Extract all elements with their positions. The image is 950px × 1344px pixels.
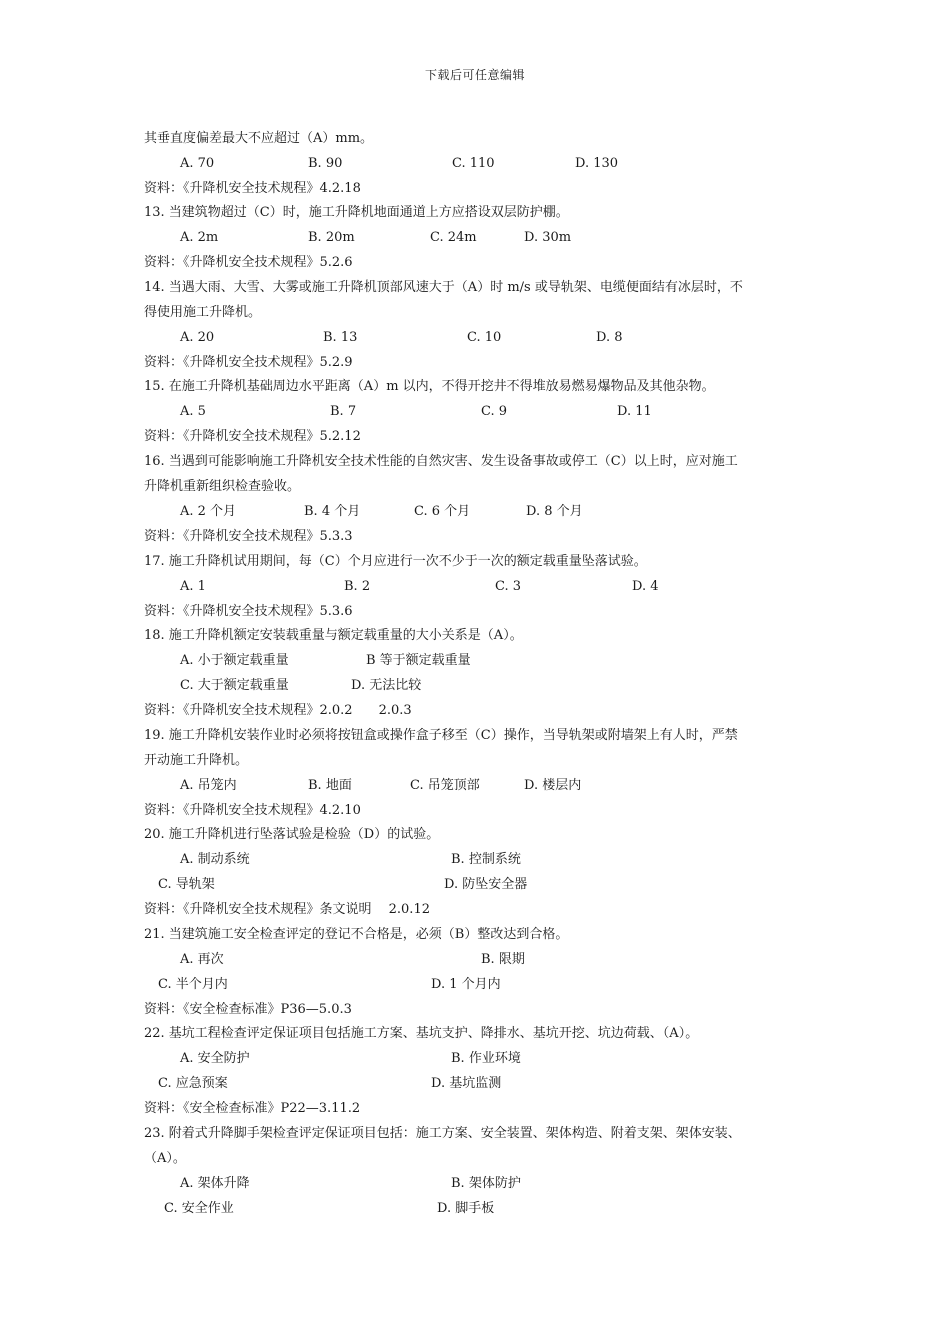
reference-line-content: 资料：《升降机安全技术规程》5.3.3 [144, 529, 353, 544]
answer-option: C. 3 [495, 579, 522, 594]
answer-option: D. 防坠安全器 [444, 877, 528, 892]
answer-option: A. 70 [180, 156, 215, 171]
answer-option: B. 地面 [308, 778, 352, 793]
answer-option: C. 安全作业 [164, 1201, 234, 1216]
answer-option: A. 2m [180, 230, 219, 245]
question-text-content: 14. 当遇大雨、大雪、大雾或施工升降机顶部风速大于（A）时 m/s 或导轨架、电缆便面结有冰层时，不 [144, 280, 743, 295]
reference-line-content: 资料：《升降机安全技术规程》5.2.12 [144, 429, 361, 444]
answer-option: B. 作业环境 [451, 1051, 521, 1066]
page-header: 下载后可任意编辑 [424, 68, 525, 82]
reference-line-content: 资料：《升降机安全技术规程》条文说明 2.0.12 [144, 902, 430, 917]
question-text-content: 13. 当建筑物超过（C）时，施工升降机地面通道上方应搭设双层防护棚。 [144, 205, 569, 220]
answer-option: A. 5 [180, 404, 206, 419]
answer-option: A. 吊笼内 [180, 778, 237, 793]
answer-option: B. 4 个月 [304, 504, 361, 519]
answer-option: C. 9 [481, 404, 508, 419]
answer-option: C. 半个月内 [158, 977, 228, 992]
answer-option: A. 20 [180, 330, 215, 345]
answer-option: C. 应急预案 [158, 1076, 228, 1091]
reference-line-content: 资料：《升降机安全技术规程》4.2.10 [144, 803, 361, 818]
answer-option: D. 脚手板 [437, 1201, 495, 1216]
reference-line-content: 资料：《安全检查标准》P36—5.0.3 [144, 1002, 352, 1017]
answer-option: D. 30m [524, 230, 572, 245]
question-text-content: 得使用施工升降机。 [144, 305, 262, 320]
question-text-content: 20. 施工升降机进行坠落试验是检验（D）的试验。 [144, 827, 440, 842]
reference-line-content: 资料：《升降机安全技术规程》5.2.9 [144, 355, 353, 370]
answer-option: C. 导轨架 [158, 877, 215, 892]
reference-line-content: 资料：《安全检查标准》P22—3.11.2 [144, 1101, 361, 1116]
reference-line-content: 资料：《升降机安全技术规程》4.2.18 [144, 181, 361, 196]
answer-option: B. 架体防护 [451, 1176, 521, 1191]
answer-option: B. 13 [323, 330, 358, 345]
answer-option: C. 6 个月 [414, 504, 471, 519]
answer-option: D. 楼层内 [524, 778, 582, 793]
answer-option: D. 基坑监测 [431, 1076, 502, 1091]
reference-line-content: 资料：《升降机安全技术规程》5.2.6 [144, 255, 353, 270]
question-text-content: 18. 施工升降机额定安装载重量与额定载重量的大小关系是（A）。 [144, 628, 523, 643]
answer-option: B. 控制系统 [451, 852, 521, 867]
answer-option: B. 限期 [481, 952, 525, 967]
question-text-content: 15. 在施工升降机基础周边水平距离（A）m 以内，不得开挖井不得堆放易燃易爆物品及其他杂物。 [144, 379, 715, 394]
answer-option: A. 架体升降 [180, 1176, 250, 1191]
question-text-content: 17. 施工升降机试用期间，每（C）个月应进行一次不少于一次的额定载重量坠落试验。 [144, 554, 647, 569]
answer-option: C. 大于额定载重量 [180, 678, 289, 693]
answer-option: B. 20m [308, 230, 355, 245]
answer-option: C. 吊笼顶部 [410, 778, 480, 793]
answer-option: D. 无法比较 [351, 678, 422, 693]
answer-option: D. 11 [617, 404, 652, 419]
question-text-content: 23. 附着式升降脚手架检查评定保证项目包括：施工方案、安全装置、架体构造、附着支架、架体安装、 [144, 1126, 741, 1141]
answer-option: A. 再次 [180, 952, 224, 967]
answer-option: C. 24m [430, 230, 477, 245]
question-text-content: 其垂直度偏差最大不应超过（A）mm。 [144, 131, 374, 146]
reference-line-content: 资料：《升降机安全技术规程》2.0.2 2.0.3 [144, 703, 412, 718]
question-text-content: 升降机重新组织检查验收。 [144, 479, 301, 494]
reference-line-content: 资料：《升降机安全技术规程》5.3.6 [144, 604, 353, 619]
answer-option: B. 7 [330, 404, 357, 419]
question-text-content: 16. 当遇到可能影响施工升降机安全技术性能的自然灾害、发生设备事故或停工（C）以上时，应对施工 [144, 454, 738, 469]
answer-option: A. 制动系统 [180, 852, 250, 867]
answer-option: D. 1 个月内 [431, 977, 501, 992]
answer-option: D. 8 [596, 330, 623, 345]
answer-option: C. 10 [467, 330, 502, 345]
question-text-content: 开动施工升降机。 [144, 753, 249, 768]
answer-option: A. 小于额定载重量 [180, 653, 289, 668]
answer-option: C. 110 [452, 156, 495, 171]
answer-option: A. 2 个月 [180, 504, 237, 519]
answer-option: A. 安全防护 [180, 1051, 250, 1066]
answer-option: D. 8 个月 [526, 504, 583, 519]
answer-option: B. 90 [308, 156, 343, 171]
answer-option: A. 1 [180, 579, 206, 594]
question-text-content: 19. 施工升降机安装作业时必须将按钮盒或操作盒子移至（C）操作，当导轨架或附墙架上有人时，严禁 [144, 728, 738, 743]
answer-option: D. 130 [575, 156, 619, 171]
answer-option: B. 2 [344, 579, 371, 594]
answer-option: B 等于额定载重量 [366, 653, 471, 668]
question-text-content: 22. 基坑工程检查评定保证项目包括施工方案、基坑支护、降排水、基坑开挖、坑边荷载、（A）。 [144, 1026, 699, 1041]
question-text-content: 21. 当建筑施工安全检查评定的登记不合格是，必须（B）整改达到合格。 [144, 927, 569, 942]
question-text-content: （A）。 [144, 1151, 186, 1166]
answer-option: D. 4 [632, 579, 659, 594]
